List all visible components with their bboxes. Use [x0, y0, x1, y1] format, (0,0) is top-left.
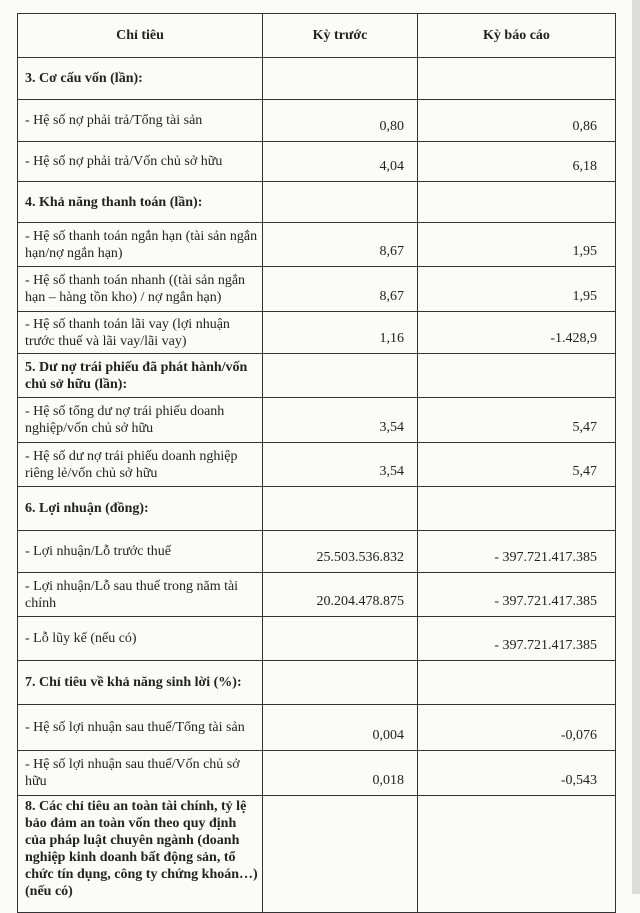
table-row: [18, 312, 616, 354]
table-row: [18, 223, 616, 267]
table-row: [18, 58, 616, 100]
previous-value: 8,67: [263, 223, 418, 267]
previous-value: [263, 182, 418, 223]
current-value: 5,47: [418, 398, 616, 443]
current-value: [418, 182, 616, 223]
current-value: - 397.721.417.385: [418, 531, 616, 573]
previous-value: [263, 487, 418, 531]
current-value: - 397.721.417.385: [418, 573, 616, 617]
table-row: [18, 487, 616, 531]
table-row: [18, 796, 616, 913]
previous-value: 3,54: [263, 443, 418, 487]
table-row: [18, 661, 616, 705]
current-value: 6,18: [418, 142, 616, 182]
header-previous-period: Kỳ trước: [263, 14, 418, 58]
current-value: [418, 354, 616, 398]
table-row: [18, 705, 616, 751]
current-value: -0,543: [418, 751, 616, 796]
header-reporting-period: Kỳ báo cáo: [418, 14, 616, 58]
table-row: [18, 617, 616, 661]
indicator-label: - Hệ số tổng dư nợ trái phiếu doanh nghiệp/vốn chủ sở hữu: [18, 398, 263, 443]
financial-indicators-table: [17, 13, 616, 913]
indicator-label: - Lợi nhuận/Lỗ sau thuế trong năm tài chính: [18, 573, 263, 617]
previous-value: 0,004: [263, 705, 418, 751]
table-row: [18, 354, 616, 398]
header-indicator: Chỉ tiêu: [18, 14, 263, 58]
indicator-label: - Hệ số nợ phải trả/Vốn chủ sở hữu: [18, 142, 263, 182]
current-value: - 397.721.417.385: [418, 617, 616, 661]
section-heading: 8. Các chỉ tiêu an toàn tài chính, tỷ lệ bảo đảm an toàn vốn theo quy định của pháp luật chuyên ngành (doanh nghiệp kinh doanh bất động sản, tổ chức tín dụng, công ty chứng khoán…) (nếu có): [18, 796, 263, 913]
previous-value: 0,80: [263, 100, 418, 142]
section-heading: 3. Cơ cấu vốn (lần):: [18, 58, 263, 100]
previous-value: 3,54: [263, 398, 418, 443]
current-value: -1.428,9: [418, 312, 616, 354]
previous-value: [263, 661, 418, 705]
indicator-label: - Hệ số thanh toán ngắn hạn (tài sản ngắn hạn/nợ ngắn hạn): [18, 223, 263, 267]
current-value: 1,95: [418, 223, 616, 267]
previous-value: 25.503.536.832: [263, 531, 418, 573]
previous-value: [263, 617, 418, 661]
table-header-row: [18, 14, 616, 58]
table-row: [18, 398, 616, 443]
current-value: 0,86: [418, 100, 616, 142]
section-heading: 5. Dư nợ trái phiếu đã phát hành/vốn chủ sở hữu (lần):: [18, 354, 263, 398]
current-value: 1,95: [418, 267, 616, 312]
table-row: [18, 443, 616, 487]
indicator-label: - Hệ số dư nợ trái phiếu doanh nghiệp riêng lẻ/vốn chủ sở hữu: [18, 443, 263, 487]
indicator-label: - Hệ số lợi nhuận sau thuế/Tổng tài sản: [18, 705, 263, 751]
previous-value: 4,04: [263, 142, 418, 182]
previous-value: 20.204.478.875: [263, 573, 418, 617]
financial-indicators-sheet: [17, 13, 615, 899]
current-value: [418, 58, 616, 100]
current-value: [418, 487, 616, 531]
table-row: [18, 142, 616, 182]
table-row: [18, 267, 616, 312]
indicator-label: - Lỗ lũy kế (nếu có): [18, 617, 263, 661]
previous-value: 0,018: [263, 751, 418, 796]
section-heading: 6. Lợi nhuận (đồng):: [18, 487, 263, 531]
scan-edge-shadow: [632, 0, 640, 894]
current-value: 5,47: [418, 443, 616, 487]
current-value: -0,076: [418, 705, 616, 751]
indicator-label: - Hệ số lợi nhuận sau thuế/Vốn chủ sở hữu: [18, 751, 263, 796]
table-row: [18, 531, 616, 573]
table-row: [18, 751, 616, 796]
previous-value: 8,67: [263, 267, 418, 312]
table-row: [18, 573, 616, 617]
section-heading: 7. Chỉ tiêu về khả năng sinh lời (%):: [18, 661, 263, 705]
previous-value: [263, 58, 418, 100]
indicator-label: - Hệ số thanh toán lãi vay (lợi nhuận trước thuế và lãi vay/lãi vay): [18, 312, 263, 354]
previous-value: [263, 354, 418, 398]
current-value: [418, 796, 616, 913]
previous-value: 1,16: [263, 312, 418, 354]
table-row: [18, 182, 616, 223]
indicator-label: - Hệ số nợ phải trả/Tổng tài sản: [18, 100, 263, 142]
current-value: [418, 661, 616, 705]
indicator-label: - Lợi nhuận/Lỗ trước thuế: [18, 531, 263, 573]
table-row: [18, 100, 616, 142]
previous-value: [263, 796, 418, 913]
indicator-label: - Hệ số thanh toán nhanh ((tài sản ngắn hạn – hàng tồn kho) / nợ ngắn hạn): [18, 267, 263, 312]
section-heading: 4. Khả năng thanh toán (lần):: [18, 182, 263, 223]
